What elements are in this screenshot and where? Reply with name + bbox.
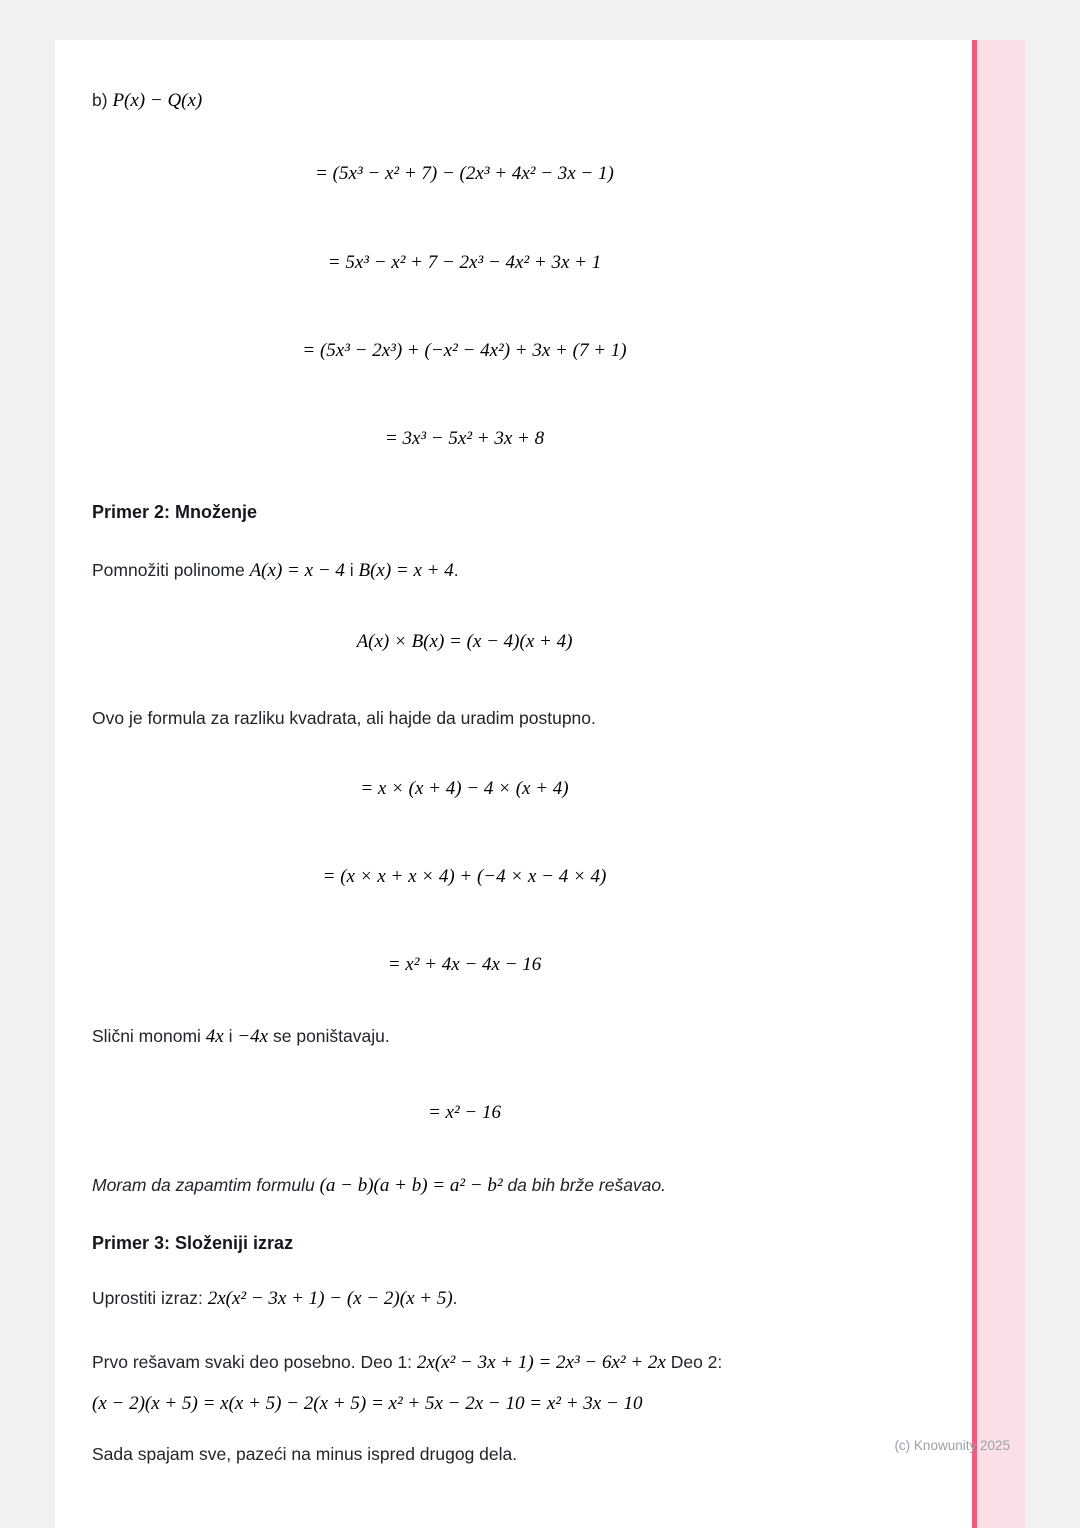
paragraph-multiply-intro	[92, 558, 837, 583]
accent-band	[977, 40, 1025, 1528]
footer-credit: (c) Knowunity 2025	[894, 1438, 1010, 1453]
equation-subtraction-step-1: = (5x³ − x² + 7) − (2x³ + 4x² − 3x − 1)	[315, 163, 614, 184]
part-b-line	[92, 88, 837, 113]
equation-multiply-step-2: = (x × x + x × 4) + (−4 × x − 4 × 4)	[322, 866, 607, 887]
equation-multiply-step-1: = x × (x + 4) − 4 × (x + 4)	[360, 778, 569, 799]
task-text-2: .	[452, 1288, 458, 1308]
reminder-text-0: Moram da zapamtim formulu	[92, 1175, 320, 1195]
paragraph-simplify-task	[92, 1286, 837, 1311]
intro-text-2: i	[344, 560, 359, 580]
cancel-text-4: se poništavaju.	[268, 1026, 390, 1046]
equation-subtraction-result: = 3x³ − 5x² + 3x + 8	[384, 428, 545, 449]
work-text-0: Prvo rešavam svaki deo posebno. Deo 1:	[92, 1352, 417, 1372]
equation-multiply-result: = x² − 16	[427, 1102, 502, 1123]
paragraph-formula-reminder	[92, 1173, 837, 1198]
section-heading-primer-3: Primer 3: Složeniji izraz	[92, 1233, 294, 1253]
reminder-text-2: da bih brže rešavao.	[502, 1175, 667, 1195]
page-card	[55, 40, 1025, 1528]
equation-subtraction-step-3: = (5x³ − 2x³) + (−x² − 4x²) + 3x + (7 + 1)	[302, 340, 627, 361]
cancel-math-3: −4x	[237, 1026, 269, 1047]
paragraph-work-steps	[92, 1342, 837, 1424]
equation-subtraction-step-2: = 5x³ − x² + 7 − 2x³ − 4x² + 3x + 1	[327, 252, 602, 273]
document-content	[92, 88, 837, 1466]
intro-text-0: Pomnožiti polinome	[92, 560, 250, 580]
paragraph-formula-note: Ovo je formula za razliku kvadrata, ali hajde da uradim postupno.	[92, 708, 596, 728]
work-math-1: 2x(x² − 3x + 1) = 2x³ − 6x² + 2x	[416, 1352, 666, 1373]
equation-multiply-step-3: = x² + 4x − 4x − 16	[387, 954, 542, 975]
work-text-2: Deo 2:	[665, 1352, 723, 1372]
task-text-0: Uprostiti izraz:	[92, 1288, 208, 1308]
cancel-text-0: Slični monomi	[92, 1026, 206, 1046]
paragraph-cancel-monomials	[92, 1024, 837, 1049]
reminder-math-1: (a − b)(a + b) = a² − b²	[319, 1175, 503, 1196]
intro-text-4: .	[453, 560, 459, 580]
cancel-text-2: i	[223, 1026, 238, 1046]
work-math-3: (x − 2)(x + 5) = x(x + 5) − 2(x + 5) = x² + 5x − 2x − 10 = x² + 3x − 10	[92, 1393, 643, 1414]
task-math-1: 2x(x² − 3x + 1) − (x − 2)(x + 5)	[207, 1288, 453, 1309]
intro-math-1: A(x) = x − 4	[249, 560, 345, 581]
part-b-expression: P(x) − Q(x)	[112, 90, 203, 111]
intro-math-3: B(x) = x + 4	[358, 560, 454, 581]
part-b-label: b)	[92, 90, 113, 110]
cancel-math-1: 4x	[205, 1026, 224, 1047]
section-heading-primer-2: Primer 2: Množenje	[92, 502, 258, 522]
accent-line	[972, 40, 977, 1528]
equation-product-setup: A(x) × B(x) = (x − 4)(x + 4)	[356, 631, 573, 652]
paragraph-closing: Sada spajam sve, pazeći na minus ispred drugog dela.	[92, 1444, 518, 1464]
